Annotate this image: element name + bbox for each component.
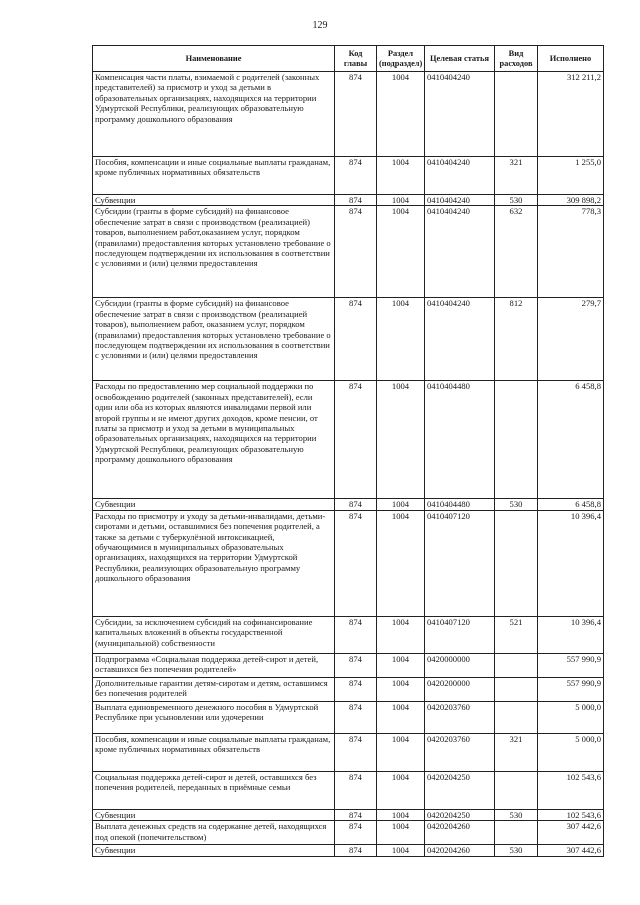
header-name: Наименование — [93, 46, 335, 72]
row-name: Выплата единовременного денежного пособия в Удмуртской Республике при усыновлении или удочерении — [93, 701, 335, 733]
row-executed: 1 255,0 — [538, 157, 604, 195]
row-target: 0420203760 — [425, 701, 495, 733]
row-code: 874 — [335, 771, 377, 809]
row-name: Выплата денежных средств на содержание детей, находящихся под опекой (попечительством) — [93, 821, 335, 845]
row-kind: 530 — [495, 195, 538, 206]
row-section: 1004 — [377, 499, 425, 510]
row-executed: 102 543,6 — [538, 809, 604, 820]
row-target: 0410404480 — [425, 381, 495, 499]
row-kind — [495, 653, 538, 677]
row-target: 0410404240 — [425, 195, 495, 206]
row-section: 1004 — [377, 157, 425, 195]
row-kind — [495, 72, 538, 157]
row-target: 0420200000 — [425, 677, 495, 701]
row-section: 1004 — [377, 845, 425, 856]
row-executed: 10 396,4 — [538, 510, 604, 616]
table-row — [93, 499, 604, 510]
row-section: 1004 — [377, 381, 425, 499]
row-target: 0410404240 — [425, 72, 495, 157]
row-target: 0420204250 — [425, 771, 495, 809]
table-row — [93, 677, 604, 701]
row-executed: 102 543,6 — [538, 771, 604, 809]
row-target: 0420204250 — [425, 809, 495, 820]
row-section: 1004 — [377, 72, 425, 157]
row-section: 1004 — [377, 206, 425, 298]
table-row — [93, 809, 604, 820]
row-executed: 5 000,0 — [538, 701, 604, 733]
row-executed: 6 458,8 — [538, 499, 604, 510]
row-name: Субсидии, за исключением субсидий на софинансирование капитальных вложений в объекты государственной (муниципальной) собственности — [93, 616, 335, 653]
table-row — [93, 653, 604, 677]
table-row — [93, 701, 604, 733]
row-name: Социальная поддержка детей-сирот и детей, оставшихся без попечения родителей, переданных в приёмные семьи — [93, 771, 335, 809]
row-code: 874 — [335, 821, 377, 845]
row-name: Субвенции — [93, 499, 335, 510]
row-section: 1004 — [377, 653, 425, 677]
row-code: 874 — [335, 381, 377, 499]
row-kind: 812 — [495, 298, 538, 381]
row-code: 874 — [335, 845, 377, 856]
table-row — [93, 381, 604, 499]
row-section: 1004 — [377, 677, 425, 701]
row-target: 0410404480 — [425, 499, 495, 510]
row-executed: 6 458,8 — [538, 381, 604, 499]
row-kind — [495, 381, 538, 499]
row-executed: 307 442,6 — [538, 821, 604, 845]
row-name: Пособия, компенсации и иные социальные выплаты гражданам, кроме публичных нормативных обязательств — [93, 157, 335, 195]
row-name: Расходы по присмотру и уходу за детьми-инвалидами, детьми-сиротами и детьми, оставшимися без попечения родителей, а также за детьми с туберкулёзной интоксикацией, обучающимися в муниципальных образовательных организациях, находящихся на территории Удмуртской Республики, реализующих образовательную программу дошкольного образования — [93, 510, 335, 616]
row-target: 0410404240 — [425, 298, 495, 381]
row-code: 874 — [335, 809, 377, 820]
row-code: 874 — [335, 677, 377, 701]
row-name: Субсидии (гранты в форме субсидий) на финансовое обеспечение затрат в связи с производством (реализацией товаров), выполнением работ, оказанием услуг, порядком (правилами) предоставления которых установлено требование о последующем подтверждении их использования в соответствии с условиями и (или) целями предоставления — [93, 298, 335, 381]
header-executed: Исполнено — [538, 46, 604, 72]
row-name: Субсидии (гранты в форме субсидий) на финансовое обеспечение затрат в связи с производством (реализацией) товаров, выполнением работ,оказанием услуг, порядком (правилами) предоставления которых установлено требование о последующем подтверждении их использования в соответствии с условиями и (или) целями предоставления — [93, 206, 335, 298]
row-target: 0410407120 — [425, 510, 495, 616]
row-code: 874 — [335, 653, 377, 677]
row-code: 874 — [335, 733, 377, 771]
row-executed: 5 000,0 — [538, 733, 604, 771]
row-target: 0410404240 — [425, 157, 495, 195]
row-code: 874 — [335, 510, 377, 616]
table-row — [93, 298, 604, 381]
header-kind: Вид расходов — [495, 46, 538, 72]
row-kind — [495, 821, 538, 845]
row-section: 1004 — [377, 510, 425, 616]
table-row — [93, 821, 604, 845]
table-row — [93, 510, 604, 616]
row-kind — [495, 677, 538, 701]
table-row — [93, 616, 604, 653]
row-name: Субвенции — [93, 809, 335, 820]
row-kind: 321 — [495, 157, 538, 195]
row-executed: 557 990,9 — [538, 653, 604, 677]
row-target: 0410404240 — [425, 206, 495, 298]
row-code: 874 — [335, 499, 377, 510]
row-kind — [495, 771, 538, 809]
row-kind: 530 — [495, 845, 538, 856]
budget-table — [92, 45, 604, 857]
row-section: 1004 — [377, 771, 425, 809]
row-name: Субвенции — [93, 195, 335, 206]
table-row — [93, 845, 604, 856]
row-section: 1004 — [377, 733, 425, 771]
row-executed: 309 898,2 — [538, 195, 604, 206]
row-section: 1004 — [377, 809, 425, 820]
table-row — [93, 157, 604, 195]
row-kind — [495, 510, 538, 616]
row-executed: 778,3 — [538, 206, 604, 298]
table-row — [93, 733, 604, 771]
row-section: 1004 — [377, 195, 425, 206]
row-name: Компенсация части платы, взимаемой с родителей (законных представителей) за присмотр и уход за детьми в образовательных организациях, находящихся на территории Удмуртской Республики, реализующих образовательную программу дошкольного образования — [93, 72, 335, 157]
table-row — [93, 195, 604, 206]
row-target: 0420204260 — [425, 821, 495, 845]
row-executed: 307 442,6 — [538, 845, 604, 856]
row-name: Дополнительные гарантии детям-сиротам и детям, оставшимся без попечения родителей — [93, 677, 335, 701]
row-code: 874 — [335, 701, 377, 733]
row-executed: 10 396,4 — [538, 616, 604, 653]
row-section: 1004 — [377, 298, 425, 381]
row-code: 874 — [335, 206, 377, 298]
row-target: 0410407120 — [425, 616, 495, 653]
row-target: 0420204260 — [425, 845, 495, 856]
row-target: 0420203760 — [425, 733, 495, 771]
row-code: 874 — [335, 195, 377, 206]
table-header-row — [93, 46, 604, 72]
row-executed: 557 990,9 — [538, 677, 604, 701]
row-section: 1004 — [377, 701, 425, 733]
table-row — [93, 771, 604, 809]
row-kind: 530 — [495, 809, 538, 820]
row-code: 874 — [335, 616, 377, 653]
table-row — [93, 72, 604, 157]
header-code: Код главы — [335, 46, 377, 72]
row-kind: 632 — [495, 206, 538, 298]
header-target: Целевая статья — [425, 46, 495, 72]
row-target: 0420000000 — [425, 653, 495, 677]
row-kind: 521 — [495, 616, 538, 653]
row-code: 874 — [335, 157, 377, 195]
table-row — [93, 206, 604, 298]
row-kind: 321 — [495, 733, 538, 771]
row-code: 874 — [335, 72, 377, 157]
row-section: 1004 — [377, 821, 425, 845]
row-kind: 530 — [495, 499, 538, 510]
row-name: Подпрограмма «Социальная поддержка детей-сирот и детей, оставшихся без попечения родителей» — [93, 653, 335, 677]
page-number: 129 — [312, 20, 328, 31]
row-name: Пособия, компенсации и иные социальные выплаты гражданам, кроме публичных нормативных обязательств — [93, 733, 335, 771]
row-name: Расходы по предоставлению мер социальной поддержки по освобождению родителей (законных представителей), если один или оба из которых являются инвалидами первой или второй группы и не имеют других доходов, кроме пенсии, от платы за присмотр и уход за детьми в муниципальных образовательных организациях, находящихся на территории Удмуртской Республики, реализующих образовательную программу дошкольного образования — [93, 381, 335, 499]
row-code: 874 — [335, 298, 377, 381]
row-section: 1004 — [377, 616, 425, 653]
row-executed: 312 211,2 — [538, 72, 604, 157]
row-kind — [495, 701, 538, 733]
header-section: Раздел (подраздел) — [377, 46, 425, 72]
row-executed: 279,7 — [538, 298, 604, 381]
row-name: Субвенции — [93, 845, 335, 856]
